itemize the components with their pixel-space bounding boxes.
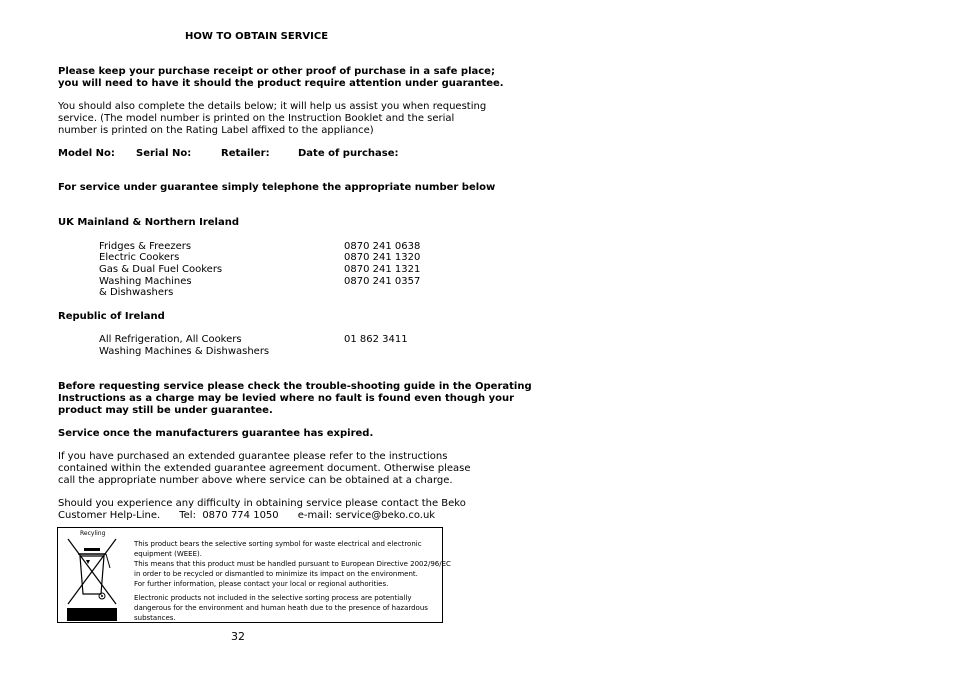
recycling-notice-box [57,527,451,623]
serial-no-label: Serial No: [136,148,192,159]
uk-service: & Dishwashers [99,287,174,298]
ireland-heading: Republic of Ireland [58,311,165,322]
text-line: equipment (WEEE). [134,550,202,558]
text-line: Electronic products not included in the selective sorting process are potentially [134,594,412,602]
text-line: Customer Help-Line. Tel: 0870 774 1050 e-mail: service@beko.co.uk [58,510,436,521]
text-line: If you have purchased an extended guarantee please refer to the instructions [58,451,448,462]
crossed-out-wheelie-bin-icon [64,536,120,606]
uk-phone-number: 0870 241 0357 [344,276,421,287]
weee-marking-bar [67,608,117,621]
text-line: For further information, please contact your local or regional authorities. [134,580,389,588]
uk-service: Electric Cookers [99,252,180,263]
retailer-label: Retailer: [221,148,270,159]
text-line: Instructions as a charge may be levied where no fault is found even though your [58,393,515,404]
intro-bold-paragraph [58,66,504,90]
ireland-phone-number: 01 862 3411 [344,334,408,345]
text-line: substances. [134,614,176,622]
text-line: Please keep your purchase receipt or other proof of purchase in a safe place; [58,66,495,77]
model-no-label: Model No: [58,148,115,159]
text-line: service. (The model number is printed on the Instruction Booklet and the serial [58,113,455,124]
text-line: Before requesting service please check the trouble-shooting guide in the Operating [58,381,532,392]
extended-guarantee-paragraph [58,451,471,487]
text-line: This product bears the selective sorting symbol for waste electrical and electronic [134,540,422,548]
troubleshoot-paragraph [58,381,532,417]
ireland-service: All Refrigeration, All Cookers [99,334,242,345]
uk-heading: UK Mainland & Northern Ireland [58,217,240,228]
text-line: in order to be recycled or dismantled to minimize its impact on the environment. [134,570,418,578]
guarantee-line: For service under guarantee simply telephone the appropriate number below [58,182,496,193]
text-line: call the appropriate number above where service can be obtained at a charge. [58,475,453,486]
page-number: 32 [231,630,245,643]
text-line: number is printed on the Rating Label affixed to the appliance) [58,125,374,136]
ireland-service: Washing Machines & Dishwashers [99,346,270,357]
text-line: dangerous for the environment and human heath due to the presence of hazardous [134,604,428,612]
text-line: You should also complete the details below; it will help us assist you when requesting [58,101,487,112]
text-line: contained within the extended guarantee agreement document. Otherwise please [58,463,471,474]
recycling-label: Recyling [80,530,106,537]
date-of-purchase-label: Date of purchase: [298,148,399,159]
expired-heading: Service once the manufacturers guarantee has expired. [58,428,374,439]
details-paragraph [58,101,486,137]
text-line: Should you experience any difficulty in obtaining service please contact the Beko [58,498,466,509]
uk-service: Fridges & Freezers [99,241,192,252]
uk-phone-number: 0870 241 1320 [344,252,421,263]
weee-text-block [134,539,451,589]
hazard-text-block [134,593,428,623]
text-line: product may still be under guarantee. [58,405,273,416]
page-title: HOW TO OBTAIN SERVICE [185,31,329,42]
text-line: you will need to have it should the product require attention under guarantee. [58,78,504,89]
uk-phone-number: 0870 241 1321 [344,264,421,275]
helpline-paragraph [58,498,466,522]
text-line: This means that this product must be handled pursuant to European Directive 2002/96/EC [134,560,451,568]
uk-service: Gas & Dual Fuel Cookers [99,264,223,275]
uk-service: Washing Machines [99,276,192,287]
uk-phone-number: 0870 241 0638 [344,241,421,252]
